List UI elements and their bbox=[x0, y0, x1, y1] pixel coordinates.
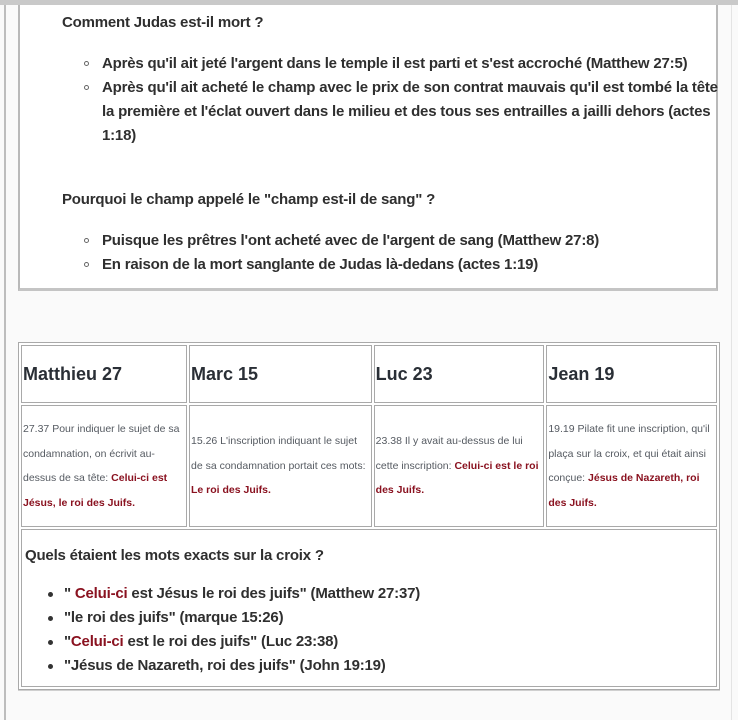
header-luke: Luc 23 bbox=[374, 345, 545, 403]
list-item: " Celui-ci est Jésus le roi des juifs" (Matthew 27:37) bbox=[46, 582, 420, 606]
judas-death-box bbox=[18, 5, 718, 291]
table-row bbox=[21, 529, 717, 687]
circle-bullet-icon bbox=[84, 262, 89, 267]
header-john: Jean 19 bbox=[546, 345, 717, 403]
question-cross-words: Quels étaient les mots exacts sur la croix ? bbox=[25, 547, 324, 564]
table-row bbox=[21, 405, 717, 527]
cell-matthew: 27.37 Pour indiquer le sujet de sa condamnation, on écrivit au-dessus de sa tête: Celui-ci est Jésus, le roi des Juifs. bbox=[21, 405, 187, 527]
list-item: "Celui-ci est le roi des juifs" (Luc 23:38) bbox=[46, 630, 420, 654]
question-judas-death: Comment Judas est-il mort ? bbox=[62, 14, 264, 31]
list-item: Puisque les prêtres l'ont acheté avec de l'argent de sang (Matthew 27:8) bbox=[82, 229, 722, 253]
disc-bullet-icon bbox=[48, 592, 53, 597]
highlight-text: Le roi des Juifs. bbox=[190, 484, 271, 497]
list-item: "Jésus de Nazareth, roi des juifs" (John 19:19) bbox=[46, 654, 420, 678]
circle-bullet-icon bbox=[84, 85, 89, 90]
cell-mark: 15.26 L'inscription indiquant le sujet de sa condamnation portait ces mots: Le roi des Juifs. bbox=[189, 405, 372, 527]
header-mark: Marc 15 bbox=[189, 345, 372, 403]
cross-words-cell bbox=[21, 529, 717, 687]
disc-bullet-icon bbox=[48, 640, 53, 645]
disc-bullet-icon bbox=[48, 616, 53, 621]
circle-bullet-icon bbox=[84, 61, 89, 66]
highlight-text: Celui-ci est Jésus, le roi des Juifs. bbox=[23, 472, 168, 509]
list-item: En raison de la mort sanglante de Judas là-dedans (actes 1:19) bbox=[82, 253, 722, 277]
page-left-border bbox=[4, 5, 6, 720]
list-item: "le roi des juifs" (marque 15:26) bbox=[46, 606, 420, 630]
page-right-border bbox=[731, 5, 732, 720]
highlight-text: Celui-ci est le roi des Juifs. bbox=[375, 459, 539, 497]
question-field-of-blood: Pourquoi le champ appelé le "champ est-il de sang" ? bbox=[62, 191, 436, 208]
answers-judas-death bbox=[82, 52, 722, 148]
header-matthew: Matthieu 27 bbox=[21, 345, 187, 403]
cross-words-list bbox=[46, 582, 420, 678]
gospel-comparison-table bbox=[18, 342, 720, 690]
list-item: Après qu'il ait jeté l'argent dans le temple il est parti et s'est accroché (Matthew 27:5) bbox=[82, 52, 722, 76]
answers-field-of-blood bbox=[82, 229, 722, 277]
list-item: Après qu'il ait acheté le champ avec le prix de son contrat mauvais qu'il est tombé la tête la première et l'éclat ouvert dans le milieu et des tous ses entrailles a jailli dehors (actes 1:18) bbox=[82, 76, 722, 148]
disc-bullet-icon bbox=[48, 664, 53, 669]
cell-luke: 23.38 Il y avait au-dessus de lui cette inscription: Celui-ci est le roi des Juifs. bbox=[374, 405, 545, 527]
cell-john: 19.19 Pilate fit une inscription, qu'il plaça sur la croix, et qui était ainsi conçue: Jésus de Nazareth, roi des Juifs. bbox=[546, 405, 717, 527]
table-header-row bbox=[21, 345, 717, 403]
highlight-text: Jésus de Nazareth, roi des Juifs. bbox=[548, 472, 700, 509]
circle-bullet-icon bbox=[84, 238, 89, 243]
